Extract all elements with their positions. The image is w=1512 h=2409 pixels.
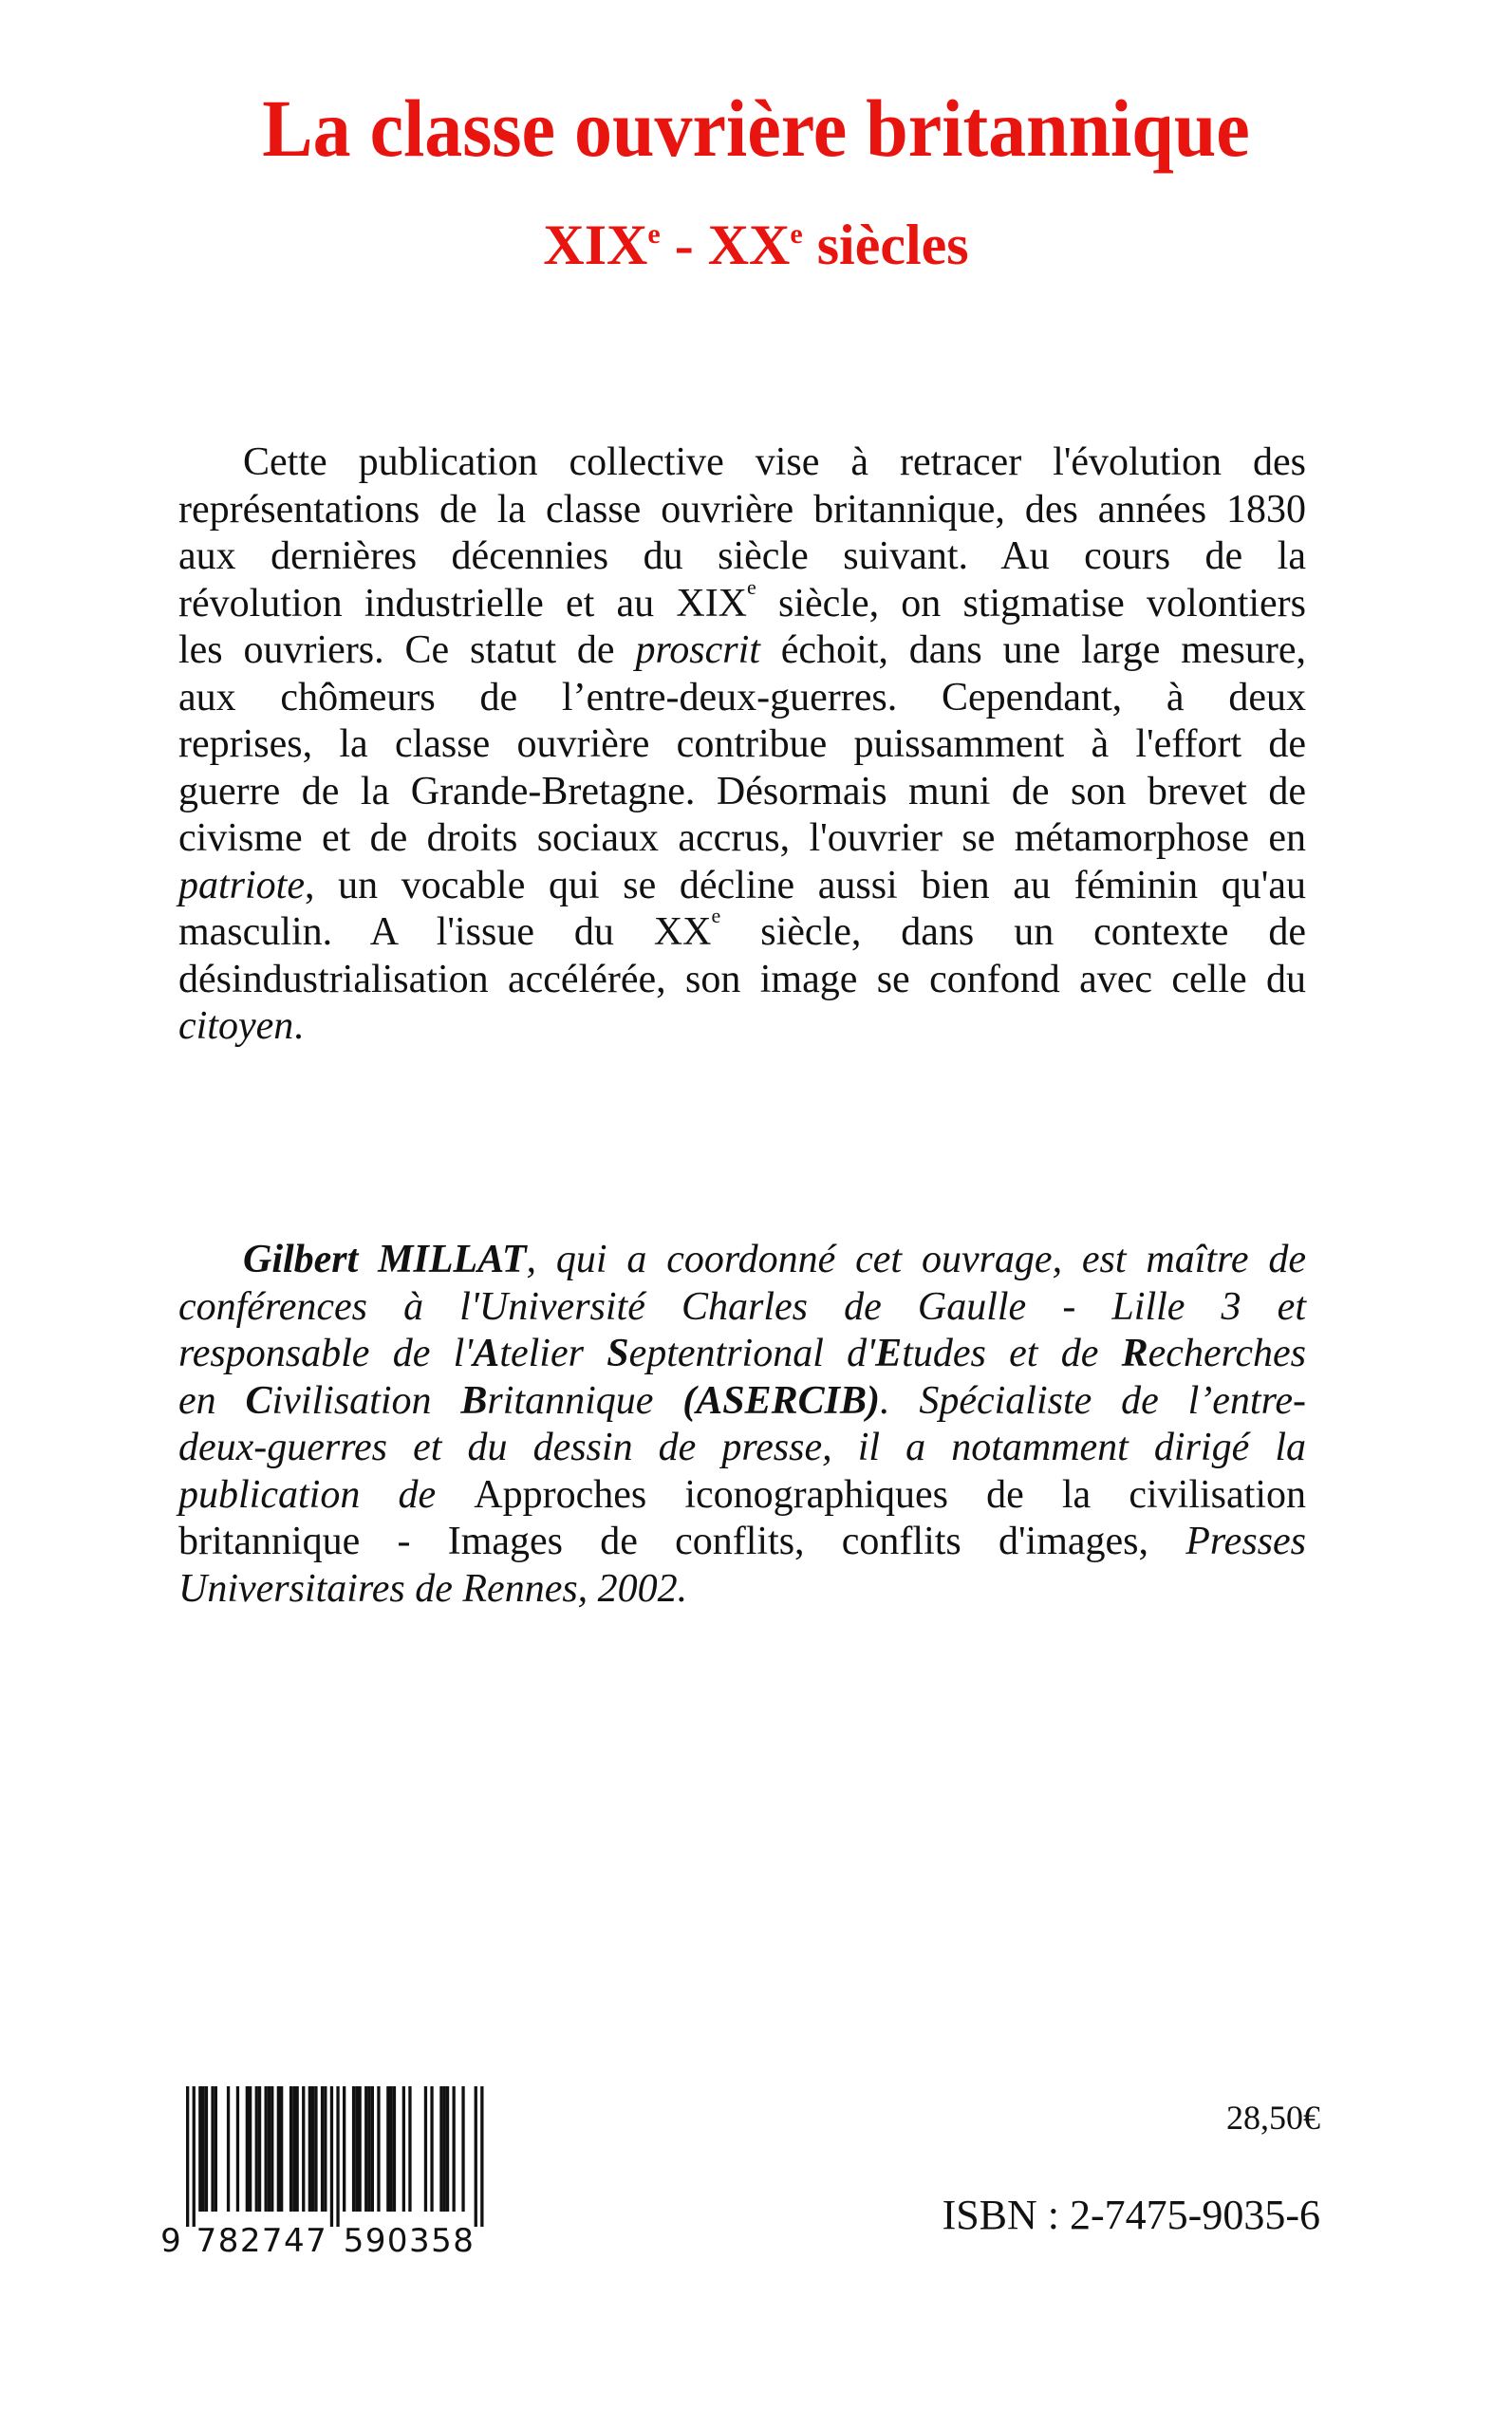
barcode-bar [386,2086,389,2212]
book-title: La classe ouvrière britannique [262,83,1250,174]
text-segment: C [245,1378,272,1423]
barcode-digit: 9 [364,2222,386,2257]
barcode-digit: 4 [284,2222,305,2257]
subtitle-rest: siècles [802,214,969,276]
text-segment: reprises, la classe ouvrière contribue puissamment à l'effort de [178,722,1306,766]
text-segment: Approches iconographiques de la civilisation [474,1472,1306,1517]
barcode-bar [446,2086,449,2212]
isbn: ISBN : 2-7475-9035-6 [942,2192,1320,2238]
barcode-bar [336,2086,339,2227]
barcode-bar [402,2086,405,2212]
author-paragraph [178,1237,1306,1613]
barcode-bar [277,2086,280,2212]
barcode [152,2086,494,2257]
text-line [178,1566,1306,1614]
barcode-bar [475,2086,477,2227]
barcode-bar [314,2086,317,2212]
text-segment: publication de [178,1472,475,1517]
text-segment: Universitaires de Rennes, 2002. [178,1566,688,1611]
text-segment: guerre de la Grande-Bretagne. Désormais muni de son brevet de [178,769,1306,813]
barcode-bar [393,2086,396,2212]
barcode-bar [321,2086,324,2212]
barcode-bar [280,2086,283,2212]
barcode-digit: 9 [160,2222,181,2257]
text-segment: B [460,1378,488,1423]
text-segment: tudes et de [902,1332,1122,1375]
subtitle-century-1: XIX [543,214,648,276]
text-segment: A [473,1332,500,1375]
text-line [178,815,1306,863]
barcode-bar [377,2086,380,2212]
barcode-bar [296,2086,299,2212]
barcode-bar [289,2086,292,2212]
text-segment: Gilbert MILLAT [243,1238,527,1281]
barcode-bar [302,2086,305,2212]
barcode-bar [364,2086,367,2212]
text-line [178,957,1306,1004]
text-segment: . [293,1004,304,1048]
text-segment: en [178,1378,246,1423]
text-segment: . Spécialiste de l’entre- [879,1378,1306,1423]
text-segment: telier [499,1332,607,1375]
text-line [178,1237,1306,1284]
text-segment: ritannique [487,1378,683,1423]
text-segment: responsable de l' [178,1332,474,1375]
text-segment: aux dernières décennies du siècle suivant. Au cours de la [178,534,1306,578]
barcode-bar [202,2086,205,2212]
text-segment: citoyen [178,1004,294,1048]
text-segment: représentations de la classe ouvrière britannique, des années 1830 [178,487,1306,532]
text-segment: Presses [1185,1520,1306,1563]
barcode-bar [343,2086,345,2212]
barcode-bar [453,2086,456,2212]
text-segment: aux chômeurs de l’entre-deux-guerres. Cependant, à deux [178,675,1306,719]
summary-paragraph [178,439,1306,1051]
barcode-bar [461,2086,464,2212]
text-segment: proscrit [635,628,760,672]
barcode-bar [352,2086,355,2212]
text-line [178,863,1306,910]
barcode-bar [215,2086,217,2212]
barcode-digit: 7 [306,2222,327,2257]
barcode-bar [246,2086,249,2212]
text-segment: conférences à l'Université Charles de Gaulle - Lille 3 et [178,1284,1306,1329]
text-segment: deux-guerres et du dessin de presse, il a notamment dirigé la [178,1426,1306,1469]
barcode-digit: 8 [217,2222,239,2257]
barcode-bar [408,2086,411,2212]
barcode-bar [355,2086,358,2212]
barcode-bar [249,2086,252,2212]
barcode-bar [367,2086,370,2212]
barcode-bar [371,2086,374,2212]
barcode-bar [330,2086,333,2227]
barcode-bar [255,2086,258,2212]
price: 28,50€ [1226,2099,1320,2137]
text-line [178,439,1306,487]
barcode-bar [205,2086,208,2212]
barcode-digit: 2 [239,2222,261,2257]
barcode-bar [227,2086,230,2212]
text-segment: masculin. A l'issue du XX [178,910,712,954]
barcode-digit: 0 [386,2222,408,2257]
text-segment: (ASERCIB) [682,1378,880,1423]
superscript: e [711,904,721,927]
barcode-bar [271,2086,273,2212]
text-segment: S [607,1332,629,1375]
text-segment: révolution industrielle et au XIX [178,581,748,626]
barcode-bar [258,2086,261,2212]
text-line [178,1378,1306,1426]
barcode-bar [198,2086,201,2212]
text-segment: eptentrional d' [628,1332,876,1375]
barcode-bar [186,2086,189,2227]
subtitle-sup-2: e [790,218,803,250]
text-segment: désindustrialisation accélérée, son image se confond avec celle du [178,957,1306,1001]
barcode-bar [424,2086,427,2212]
text-line [178,487,1306,534]
barcode-bar [236,2086,239,2212]
text-line [178,533,1306,581]
text-line [178,769,1306,816]
text-segment: , qui a coordonné cet ouvrage, est maître de [526,1238,1306,1281]
barcode-bar [308,2086,311,2212]
book-subtitle [0,214,1512,276]
barcode-bar [268,2086,271,2212]
text-line [178,1331,1306,1378]
text-segment: Cette publication collective vise à retracer l'évolution des [243,440,1306,484]
text-segment: E [875,1332,903,1375]
text-line [178,1425,1306,1472]
text-segment: les ouvriers. Ce statut de [178,628,636,672]
text-segment: echerches [1148,1332,1306,1375]
barcode-bar [359,2086,362,2212]
text-segment: britannique - Images de conflits, conflits d'images, [178,1520,1186,1563]
barcode-bar [480,2086,483,2227]
text-line [178,574,1306,628]
subtitle-century-2: - XX [660,214,791,276]
barcode-bar [265,2086,268,2212]
text-line [178,721,1306,769]
barcode-bar [311,2086,314,2212]
text-segment: R [1121,1332,1148,1375]
subtitle-sup-1: e [647,218,661,250]
barcode-bar [443,2086,446,2212]
barcode-bar [439,2086,442,2212]
barcode-digit: 5 [343,2222,364,2257]
text-segment: , un vocable qui se décline aussi bien au féminin qu'au [305,863,1306,907]
barcode-bar [211,2086,214,2212]
text-segment: siècle, on stigmatise volontiers [756,581,1306,626]
barcode-digit: 8 [453,2222,474,2257]
text-line [178,675,1306,722]
text-segment: civisme et de droits sociaux accrus, l'ouvrier se métamorphose en [178,816,1306,860]
text-segment: ivilisation [271,1378,461,1423]
barcode-digit: 5 [431,2222,452,2257]
barcode-digit: 7 [261,2222,283,2257]
barcode-bar [390,2086,393,2212]
barcode-bar [430,2086,433,2212]
text-line [178,1003,1306,1051]
text-segment: patriote [178,863,305,907]
superscript: e [747,574,756,599]
text-line [178,1284,1306,1332]
text-line [178,627,1306,675]
barcode-digit: 3 [409,2222,430,2257]
text-segment: échoit, dans une large mesure, [759,628,1307,672]
text-line [178,904,1307,957]
barcode-bar [193,2086,196,2227]
barcode-bar [324,2086,327,2212]
text-line [178,1519,1306,1566]
text-line [178,1472,1306,1520]
text-segment: siècle, dans un contexte de [720,910,1307,954]
barcode-digit: 7 [196,2222,217,2257]
barcode-bar [292,2086,295,2212]
